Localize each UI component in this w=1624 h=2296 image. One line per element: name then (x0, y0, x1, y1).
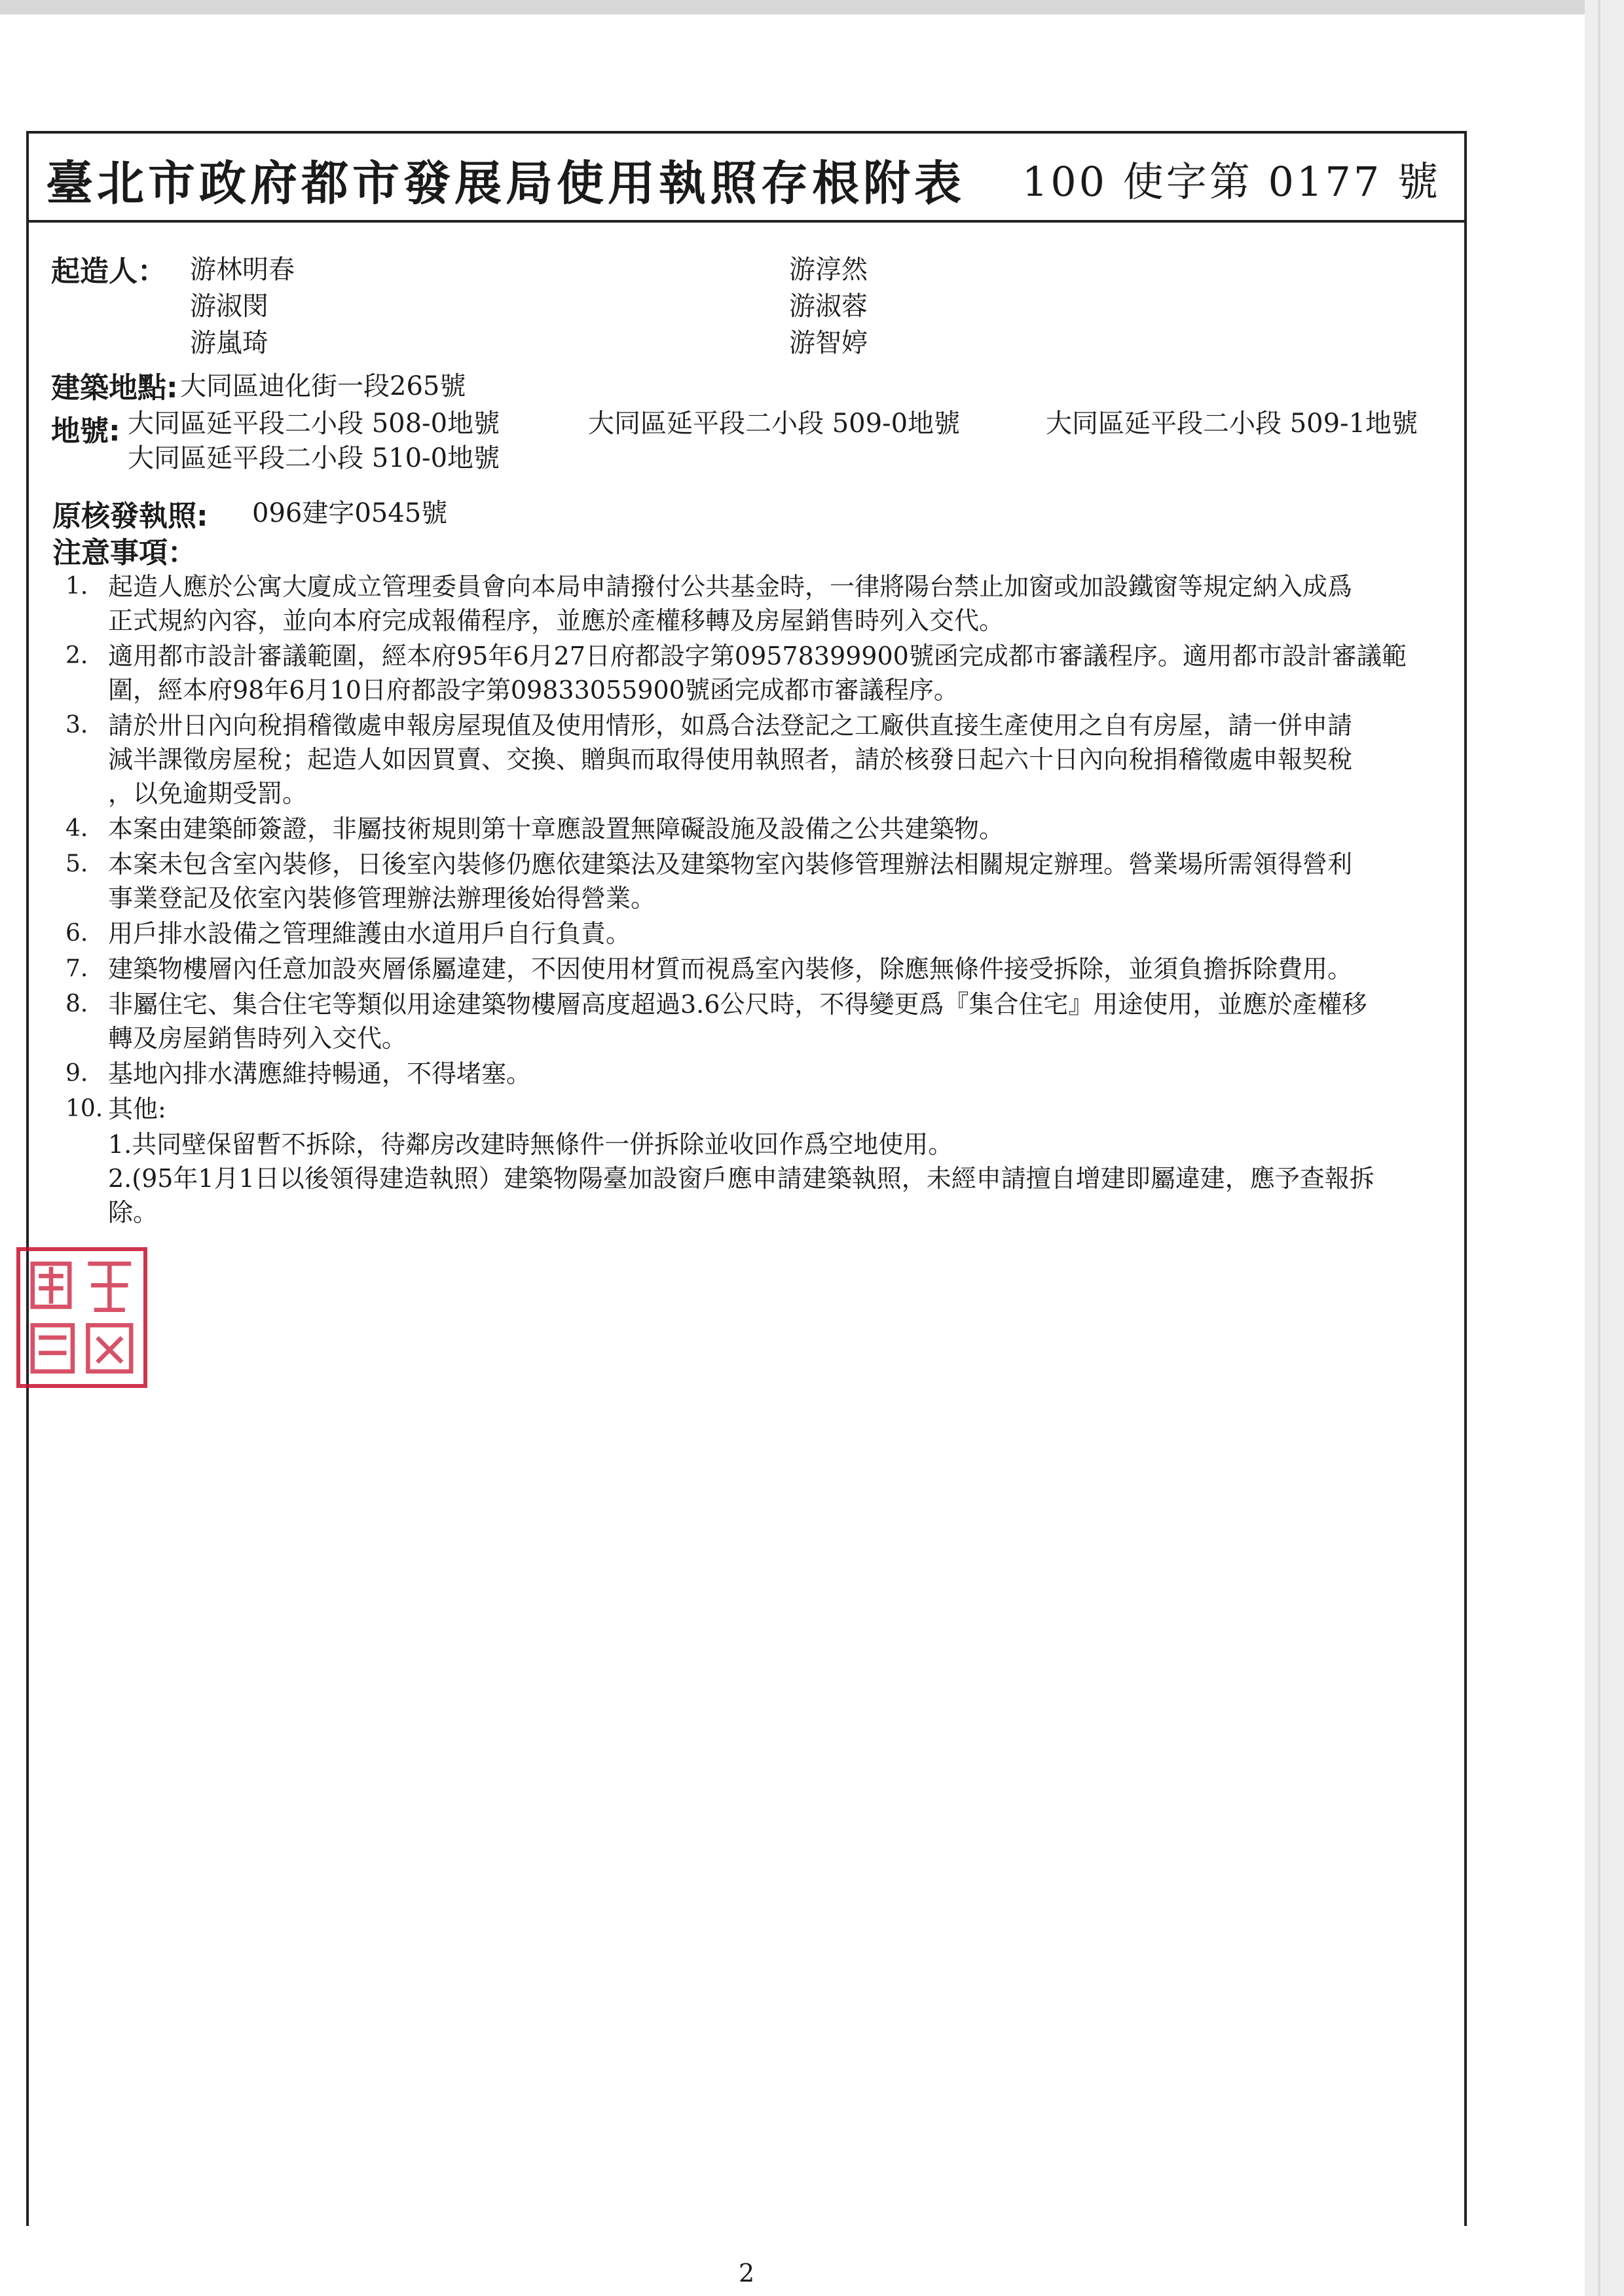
lot-number: 大同區延平段二小段 509-1地號 (1046, 409, 1418, 439)
scan-edge-top (0, 0, 1624, 14)
note-item (65, 987, 1473, 1055)
page-number: 2 (739, 2259, 755, 2287)
note-text (108, 1092, 1473, 1126)
lot-number: 大同區延平段二小段 510-0地號 (128, 443, 500, 473)
note-line: 起造人應於公寓大廈成立管理委員會向本局申請撥付公共基金時，一律將陽台禁止加窗或加設鐵窗等規定納入成爲 (108, 572, 1353, 601)
note-text (108, 847, 1473, 915)
note-line: 正式規約內容，並向本府完成報備程序，並應於產權移轉及房屋銷售時列入交代。 (108, 606, 1005, 635)
other-item-line: 2.(95年1月1日以後領得建造執照）建築物陽臺加設窗戶應申請建築執照，未經申請擅自增建即屬違建，應予查報拆 (108, 1164, 1375, 1193)
note-text (108, 639, 1473, 707)
note-item (65, 1057, 1473, 1091)
note-line: ，以免逾期受罰。 (108, 779, 308, 808)
notes-list (65, 570, 1473, 1230)
license-number: 100 使字第 0177 號 (1022, 158, 1441, 206)
note-line: 其他: (108, 1095, 166, 1123)
note-item (65, 570, 1473, 638)
note-text (108, 570, 1473, 638)
note-number: 9. (65, 1060, 88, 1087)
scan-edge-line (1598, 0, 1600, 2296)
scan-edge-right (1585, 0, 1624, 2296)
lot-number: 大同區延平段二小段 509-0地號 (588, 409, 961, 439)
note-text (108, 987, 1473, 1055)
applicant-name: 游淳然 (789, 255, 868, 285)
note-number: 2. (65, 642, 88, 669)
site-address: 大同區迪化街一段265號 (180, 371, 466, 401)
note-number: 4. (65, 815, 88, 842)
note-item (65, 1092, 1473, 1126)
note-line: 本案未包含室內裝修，日後室內裝修仍應依建築法及建築物室內裝修管理辦法相關規定辦理。營業場所需領得營利 (108, 850, 1353, 879)
note-line: 圍，經本府98年6月10日府都設字第09833055900號函完成都市審議程序。 (108, 676, 959, 704)
note-text (108, 1057, 1473, 1091)
note-item (65, 639, 1473, 707)
note-text (108, 708, 1473, 811)
applicants-label: 起造人： (51, 255, 166, 288)
note-line: 用戶排水設備之管理維護由水道用戶自行負責。 (108, 919, 631, 948)
note-number: 5. (65, 850, 88, 877)
other-item-line: 1.共同壁保留暫不拆除，待鄰房改建時無條件一併拆除並收回作爲空地使用。 (108, 1130, 953, 1159)
note-number: 10. (65, 1095, 103, 1122)
note-line: 基地內排水溝應維持暢通，不得堵塞。 (108, 1059, 532, 1088)
original-license-value: 096建字0545號 (252, 498, 448, 528)
other-item-line: 除。 (108, 1198, 158, 1227)
note-line: 本案由建築師簽證，非屬技術規則第十章應設置無障礙設施及設備之公共建築物。 (108, 814, 1005, 843)
other-item (65, 1127, 1473, 1161)
other-item (65, 1161, 1473, 1230)
note-number: 7. (65, 955, 88, 982)
note-number: 3. (65, 712, 88, 738)
note-number: 8. (65, 991, 88, 1017)
applicant-name: 游智婷 (789, 328, 868, 358)
note-line: 請於卅日內向稅捐稽徵處申報房屋現值及使用情形，如爲合法登記之工廠供直接生產使用之自有房屋，請一併申請 (108, 711, 1353, 740)
document-title: 臺北市政府都市發展局使用執照存根附表 (46, 155, 966, 211)
note-line: 建築物樓層內任意加設夾層係屬違建，不因使用材質而視爲室內裝修，除應無條件接受拆除，並須負擔拆除費用。 (108, 955, 1353, 983)
lots-label: 地號: (51, 414, 120, 448)
note-text (108, 917, 1473, 951)
site-label: 建築地點: (51, 371, 178, 405)
note-item (65, 917, 1473, 951)
note-item (65, 952, 1473, 986)
note-item (65, 812, 1473, 846)
note-number: 6. (65, 920, 88, 947)
title-row (26, 131, 1467, 223)
notes-heading: 注意事項： (52, 536, 196, 570)
applicant-name: 游淑蓉 (789, 291, 868, 321)
note-text (108, 812, 1473, 846)
note-line: 適用都市設計審議範圍，經本府95年6月27日府都設字第09578399900號函完成都市審議程序。適用都市設計審議範 (108, 642, 1407, 670)
lot-number: 大同區延平段二小段 508-0地號 (128, 409, 500, 439)
note-item (65, 708, 1473, 811)
note-line: 減半課徵房屋稅；起造人如因買賣、交換、贈與而取得使用執照者，請於核發日起六十日內向稅捐稽徵處申報契稅 (108, 745, 1353, 774)
note-line: 非屬住宅、集合住宅等類似用途建築物樓層高度超過3.6公尺時，不得變更爲『集合住宅』用途使用，並應於產權移 (108, 990, 1367, 1019)
applicant-name: 游林明春 (190, 255, 295, 285)
applicant-name: 游嵐琦 (190, 328, 268, 358)
note-number: 1. (65, 573, 88, 600)
original-license-label: 原核發執照: (52, 500, 208, 533)
note-line: 事業登記及依室內裝修管理辦法辦理後始得營業。 (108, 884, 656, 913)
note-item (65, 847, 1473, 915)
official-seal (16, 1247, 147, 1388)
note-text (108, 952, 1473, 986)
applicant-name: 游淑閔 (190, 291, 268, 321)
note-line: 轉及房屋銷售時列入交代。 (108, 1024, 407, 1053)
